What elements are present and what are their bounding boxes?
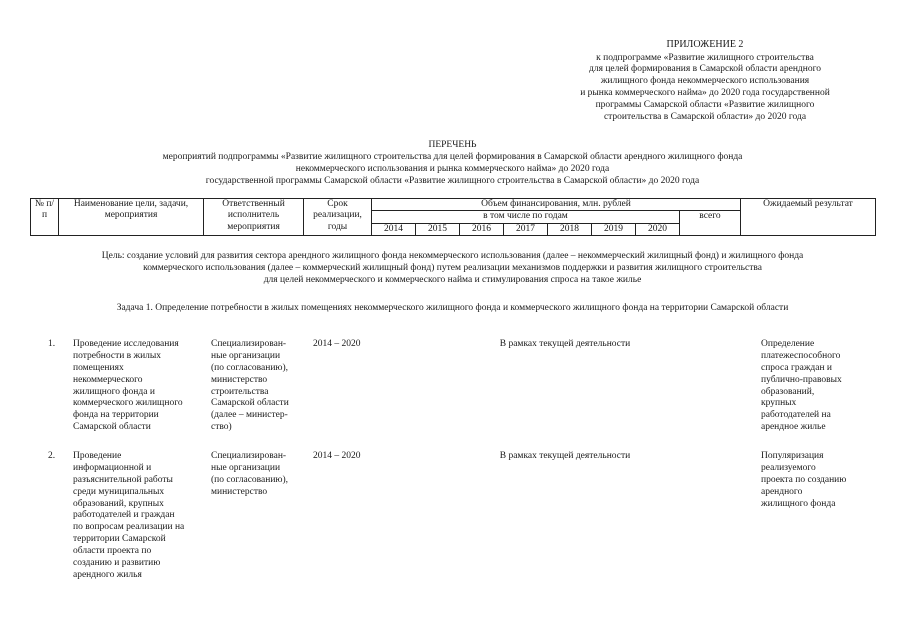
goal-text [30, 251, 875, 287]
list-title-line: государственной программы Самарской области «Развитие жилищного строительства в Самарской области» до 2020 года [205, 175, 700, 186]
goal-line: Цель: создание условий для развития сектора арендного жилищного фонда некоммерческого использования (далее – некоммерческий жилищный фонд) и жилищного фонда [101, 251, 804, 261]
annex-title: ПРИЛОЖЕНИЕ 2 [666, 39, 744, 50]
header-year: 2014 [372, 223, 416, 235]
row-term: 2014 – 2020 [313, 339, 361, 349]
header-funding: Объем финансирования, млн. рублей [372, 199, 741, 211]
list-title-line: некоммерческого использования и рынка коммерческого найма» до 2020 года [295, 163, 610, 174]
annex-line: программы Самарской области «Развитие жилищного [595, 100, 815, 110]
annex-line: строительства в Самарской области» до 2020 года [603, 111, 807, 122]
list-title-line: мероприятий подпрограммы «Развитие жилищного строительства для целей формирования в Самарской области арендного жилищного фонда [162, 151, 743, 162]
header-term: Срок реализации, годы [304, 199, 372, 236]
row-funding: В рамках текущей деятельности [499, 451, 631, 461]
row-responsible: Специализирован- ные организации (по согласованию), министерство [211, 451, 289, 497]
row-name: Проведение информационной и разъяснительной работы среди муниципальных образований, крупных работодателей и граждан по вопросам реализации на территории Самарской области проекта по созданию и развитию арендного жилья [73, 451, 185, 580]
header-num: № п/п [31, 199, 59, 236]
annex-line: к подпрограмме «Развитие жилищного строительства [596, 52, 814, 63]
row-number: 2. [48, 451, 56, 461]
row-name: Проведение исследования потребности в жилых помещениях некоммерческого жилищного фонда и коммерческого жилищного фонда на территории Самарской области [73, 339, 183, 433]
list-heading: ПЕРЕЧЕНЬ [428, 140, 477, 150]
header-year: 2018 [548, 223, 592, 235]
row-funding: В рамках текущей деятельности [499, 339, 631, 349]
annex-block [540, 39, 870, 124]
header-total: всего [680, 211, 741, 236]
row-term: 2014 – 2020 [313, 451, 361, 461]
header-responsible: Ответственный исполнитель мероприятия [204, 199, 304, 236]
header-year: 2020 [636, 223, 680, 235]
row-result: Популяризация реализуемого проекта по созданию арендного жилищного фонда [761, 451, 847, 509]
header-year: 2019 [592, 223, 636, 235]
table-header [30, 198, 876, 236]
header-name: Наименование цели, задачи, мероприятия [59, 199, 204, 236]
goal-line: коммерческого использования (далее – коммерческий жилищный фонд) путем реализации механизмов поддержки и развития жилищного строительства [143, 262, 762, 273]
header-year: 2016 [460, 223, 504, 235]
annex-line: для целей формирования в Самарской области арендного [589, 64, 821, 75]
header-year: 2015 [416, 223, 460, 235]
annex-line: жилищного фонда некоммерческого использования [600, 76, 810, 87]
row-number: 1. [48, 339, 56, 349]
annex-line: и рынка коммерческого найма» до 2020 года государственной [580, 88, 830, 99]
header-year: 2017 [504, 223, 548, 235]
row-responsible: Специализирован- ные организации (по согласованию), министерство строительства Самарской области (далее – министер- ство) [211, 339, 289, 433]
task-text: Задача 1. Определение потребности в жилых помещениях некоммерческого жилищного фонда и коммерческого жилищного фонда на территории Самарской области [116, 303, 789, 313]
list-title [30, 140, 875, 188]
header-by-years: в том числе по годам [372, 211, 680, 223]
row-result: Определение платежеспособного спроса граждан и публично-правовых образований, крупных работодателей на арендное жилье [761, 339, 842, 433]
header-result: Ожидаемый результат [741, 199, 876, 236]
goal-line: для целей некоммерческого и коммерческого найма и стимулирования спроса на такое жилье [263, 274, 642, 285]
